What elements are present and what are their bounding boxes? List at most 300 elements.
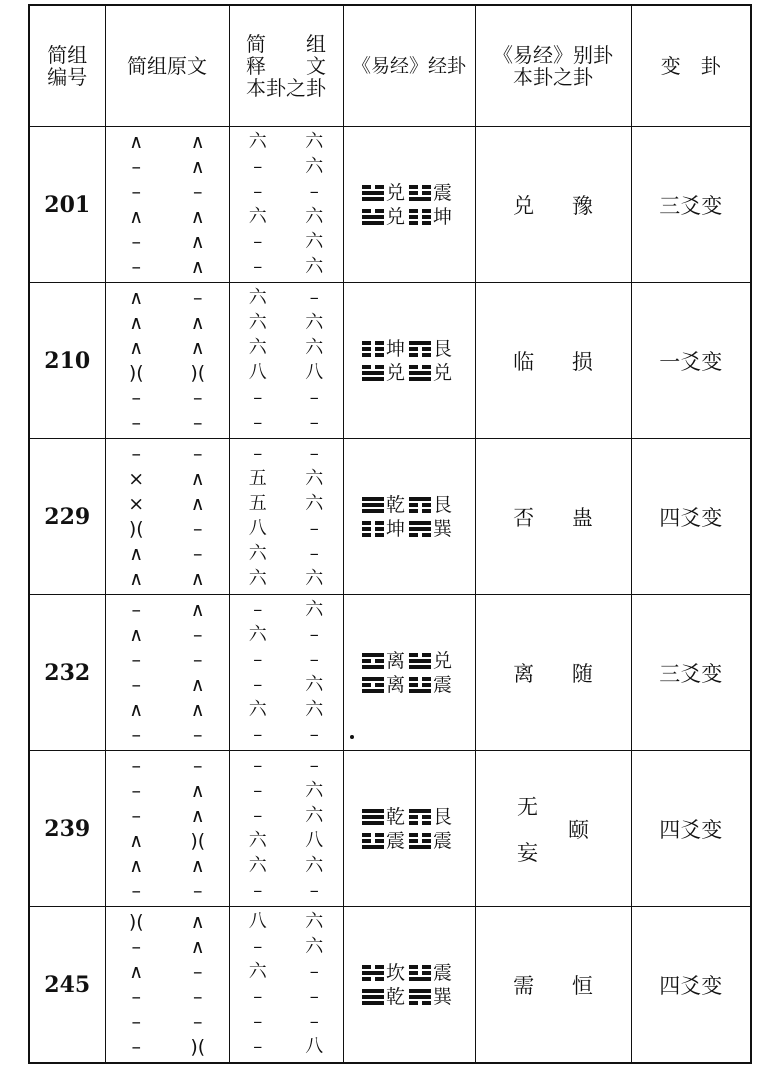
original-stroke: – [131,754,141,777]
trigram-symbol-icon [362,497,384,513]
original-stroke: – [131,935,141,958]
original-stroke: ∧ [129,311,144,334]
broken-line [409,971,431,975]
transcription-right-column [286,912,343,1058]
original-right-column [167,600,229,746]
original-stroke: – [193,518,203,541]
line-segment [362,839,371,843]
hexagram-table [28,4,752,1064]
transcription-glyph: – [309,1011,319,1033]
row-id: 229 [29,439,105,595]
bian-gua-cell: 四爻变 [631,439,751,595]
trigram-row [362,674,456,696]
line-segment [375,365,384,369]
broken-line [362,527,384,531]
transcription-glyph: – [253,804,263,826]
solid-line [409,341,431,345]
line-segment [409,653,418,657]
bie-char: 无 [517,794,538,819]
bie-char: 兑 [513,193,535,218]
line-segment [409,1001,418,1005]
transcription-right-column [286,756,343,902]
trigram-group [344,650,475,696]
transcription-glyph: 六 [248,206,267,228]
original-stroke: ∧ [129,336,144,359]
line-segment [362,365,371,369]
line-segment [409,839,418,843]
solid-line [362,995,384,999]
original-stroke: – [131,804,141,827]
trigram-symbol-icon [362,185,384,201]
trigram-name: 艮 [433,805,453,828]
original-right-column [167,912,229,1058]
bie-char: 临 [513,349,535,374]
trigram-group [344,806,475,852]
trigram-name: 离 [385,649,405,672]
broken-line [409,677,431,681]
trigram-name: 兑 [385,181,405,204]
original-right-column [167,444,229,590]
original-stroke: ∧ [129,960,144,983]
row-id: 210 [29,283,105,439]
solid-line [362,653,384,657]
header-original: 简组原文 [105,5,229,127]
line-segment [422,209,431,213]
transcription-glyph: – [309,880,319,902]
original-stroke: – [131,387,141,410]
bie-char: 离 [513,661,535,686]
original-stroke: – [131,1036,141,1059]
line-segment [409,683,418,687]
broken-line [362,347,384,351]
trigram-name: 乾 [385,985,405,1008]
original-stroke: ∧ [190,336,205,359]
bie-char: 随 [571,661,593,686]
bie-char: 损 [571,349,593,374]
solid-line [409,659,431,663]
transcription-glyph: 六 [305,206,324,228]
transcription-glyph: 八 [248,910,267,932]
trigram-symbol-icon [409,497,431,513]
transcription-glyph: 八 [305,830,324,852]
trigram-symbol-icon [409,989,431,1005]
line-segment [422,1001,431,1005]
original-stroke: – [193,623,203,646]
trigram-row [362,986,456,1008]
line-segment [375,839,384,843]
transcription-glyph: 六 [305,231,324,253]
transcription-glyph: – [309,623,319,645]
trigram-row [362,830,456,852]
line-segment [409,215,418,219]
line-segment [362,185,371,189]
transcription-glyph: – [253,724,263,746]
original-stroke: – [131,180,141,203]
line-segment [422,347,431,351]
trigram-name: 震 [433,673,453,696]
broken-line [409,833,431,837]
transcription-right-column [286,444,343,590]
transcription-glyph: – [253,387,263,409]
line-segment [362,965,371,969]
transcription-cell [229,595,343,751]
line-segment [362,683,371,687]
broken-line [362,659,384,663]
line-segment [422,683,431,687]
line-segment [362,209,371,213]
line-segment [362,521,371,525]
bie-wuwang [517,791,538,867]
trigram-symbol-icon [362,989,384,1005]
original-stroke: )( [128,910,144,933]
line-segment [409,965,418,969]
transcription-glyph: 六 [305,910,324,932]
transcription-columns [230,600,343,746]
line-segment [375,209,384,213]
broken-line [409,185,431,189]
line-segment [409,209,418,213]
trigram-name: 兑 [433,649,453,672]
broken-line [362,839,384,843]
line-segment [422,503,431,507]
solid-line [409,809,431,813]
transcription-glyph: 六 [305,855,324,877]
original-stroke: – [193,180,203,203]
solid-line [409,377,431,381]
transcription-columns [230,444,343,590]
trigram-name: 震 [385,829,405,852]
broken-line [409,821,431,825]
transcription-glyph: – [253,648,263,670]
trigram-symbol-icon [362,521,384,537]
trigram-name: 艮 [433,337,453,360]
line-segment [422,815,431,819]
jing-trigram-cell [343,751,475,907]
transcription-glyph: 六 [305,336,324,358]
bie-char: 颐 [568,817,589,842]
original-stroke: ∧ [190,130,205,153]
line-segment [409,815,418,819]
transcription-glyph: – [253,880,263,902]
line-segment [362,347,371,351]
trigram-symbol-icon [362,365,384,381]
broken-line [409,815,431,819]
transcription-left-column [230,912,287,1058]
broken-line [362,185,384,189]
original-stroke: )( [128,362,144,385]
trigram-name: 震 [433,829,453,852]
original-stroke: ∧ [190,598,205,621]
transcription-glyph: 六 [305,699,324,721]
trigram-group [344,338,475,384]
line-segment [375,683,384,687]
transcription-cell [229,439,343,595]
original-columns [106,600,229,746]
table-row [29,907,751,1064]
trigram-lines [362,650,456,696]
trigram-row [362,362,456,384]
original-stroke: × [128,492,145,515]
transcription-glyph: – [309,986,319,1008]
line-segment [422,215,431,219]
original-stroke: ∧ [190,935,205,958]
original-text-cell [105,595,229,751]
original-stroke: ∧ [190,674,205,697]
original-stroke: – [193,387,203,410]
header-row [29,5,751,127]
solid-line [362,191,384,195]
transcription-left-column [230,600,287,746]
original-right-column [167,756,229,902]
line-segment [362,659,371,663]
line-segment [409,971,418,975]
solid-line [409,497,431,501]
original-stroke: – [193,412,203,435]
solid-line [362,509,384,513]
header-id: 简组 编号 [29,5,105,127]
original-stroke: – [131,442,141,465]
original-stroke: ∧ [129,543,144,566]
transcription-right-column [286,600,343,746]
line-segment [375,533,384,537]
original-stroke: )( [128,518,144,541]
bie-pair [476,346,631,376]
transcription-cell [229,127,343,283]
solid-line [362,221,384,225]
original-stroke: – [131,986,141,1009]
line-segment [422,839,431,843]
jing-trigram-cell [343,127,475,283]
bian-gua-cell: 四爻变 [631,907,751,1064]
line-segment [422,353,431,357]
transcription-glyph: 六 [305,674,324,696]
original-stroke: × [128,467,145,490]
original-left-column [106,600,168,746]
line-segment [409,191,418,195]
broken-line [362,341,384,345]
broken-line [409,191,431,195]
trigram-name: 乾 [385,493,405,516]
line-segment [409,347,418,351]
transcription-glyph: – [309,543,319,565]
header-transcription: 简 组 释 文 本卦之卦 [229,5,343,127]
original-stroke: ∧ [190,699,205,722]
transcription-glyph: – [309,412,319,434]
trigram-name: 兑 [385,205,405,228]
original-columns [106,756,229,902]
broken-line [409,503,431,507]
trigram-symbol-icon [409,653,431,669]
transcription-glyph: 八 [305,1036,324,1058]
line-segment [409,365,418,369]
line-segment [409,533,418,537]
original-text-cell [105,283,229,439]
original-stroke: ∧ [129,130,144,153]
row-id: 232 [29,595,105,751]
transcription-glyph: 六 [305,598,324,620]
line-segment [422,677,431,681]
trigram-name: 乾 [385,805,405,828]
bie-char: 否 [513,505,535,530]
bie-hexagram-cell [475,595,631,751]
transcription-glyph: – [309,180,319,202]
solid-line [409,665,431,669]
trigram-symbol-icon [362,653,384,669]
trigram-symbol-icon [409,185,431,201]
transcription-glyph: 六 [248,336,267,358]
original-stroke: – [193,1011,203,1034]
original-stroke: ∧ [129,830,144,853]
trigram-symbol-icon [409,833,431,849]
line-segment [409,833,418,837]
solid-line [362,689,384,693]
original-right-column [167,132,229,278]
original-stroke: – [131,648,141,671]
broken-line [409,683,431,687]
line-segment [422,191,431,195]
original-left-column [106,912,168,1058]
broken-line [409,353,431,357]
original-columns [106,132,229,278]
trigram-lines [362,182,456,228]
original-stroke: – [131,256,141,279]
trigram-row [362,338,456,360]
original-stroke: ∧ [190,467,205,490]
transcription-glyph: – [253,1036,263,1058]
line-segment [375,185,384,189]
transcription-glyph: – [309,754,319,776]
line-segment [422,971,431,975]
original-stroke: ∧ [190,568,205,591]
original-stroke: ∧ [129,699,144,722]
solid-line [362,989,384,993]
bie-hexagram-cell [475,751,631,907]
line-segment [409,185,418,189]
trigram-name: 巽 [433,985,453,1008]
original-left-column [106,288,168,434]
trigram-row [362,494,456,516]
header-bian-gua: 变 卦 [631,5,751,127]
solid-line [362,371,384,375]
transcription-left-column [230,132,287,278]
line-segment [422,365,431,369]
bian-gua-cell: 三爻变 [631,127,751,283]
line-segment [375,659,384,663]
line-segment [409,509,418,513]
original-stroke: ∧ [129,855,144,878]
bie-hexagram-cell [475,283,631,439]
original-text-cell [105,439,229,595]
trigram-name: 巽 [433,517,453,540]
broken-line [409,509,431,513]
trigram-row [362,182,456,204]
line-segment [362,833,371,837]
trigram-name: 震 [433,961,453,984]
transcription-right-column [286,132,343,278]
transcription-glyph: 八 [248,518,267,540]
transcription-glyph: – [309,286,319,308]
transcription-glyph: 六 [305,130,324,152]
broken-line [362,353,384,357]
original-stroke: ∧ [190,855,205,878]
solid-line [362,497,384,501]
original-text-cell [105,751,229,907]
broken-line [409,221,431,225]
table-row [29,127,751,283]
transcription-glyph: 六 [305,256,324,278]
transcription-right-column [286,288,343,434]
trigram-name: 离 [385,673,405,696]
trigram-symbol-icon [362,209,384,225]
transcription-glyph: 六 [248,543,267,565]
transcription-glyph: – [253,180,263,202]
solid-line [409,689,431,693]
trigram-name: 兑 [385,361,405,384]
original-stroke: ∧ [190,311,205,334]
row-id: 245 [29,907,105,1064]
transcription-glyph: 六 [248,623,267,645]
bie-char: 恒 [571,973,593,998]
jing-trigram-cell [343,283,475,439]
transcription-glyph: – [309,648,319,670]
bie-hexagram-cell [475,907,631,1064]
transcription-glyph: – [309,387,319,409]
trigram-name: 坎 [385,961,405,984]
transcription-glyph: – [253,231,263,253]
line-segment [362,977,371,981]
transcription-glyph: – [253,754,263,776]
bian-gua-cell: 一爻变 [631,283,751,439]
original-text-cell [105,127,229,283]
transcription-glyph: – [253,256,263,278]
transcription-glyph: 六 [248,286,267,308]
original-columns [106,444,229,590]
transcription-glyph: 六 [248,830,267,852]
trigram-name: 坤 [385,337,405,360]
original-stroke: ∧ [190,256,205,279]
original-stroke: – [193,960,203,983]
jing-trigram-cell [343,595,475,751]
trigram-name: 艮 [433,493,453,516]
transcription-glyph: 六 [305,779,324,801]
transcription-glyph: 五 [248,467,267,489]
solid-line [362,845,384,849]
transcription-cell [229,283,343,439]
original-stroke: – [193,543,203,566]
row-id: 201 [29,127,105,283]
solid-line [362,815,384,819]
line-segment [409,677,418,681]
original-stroke: ∧ [190,206,205,229]
original-stroke: ∧ [129,568,144,591]
original-left-column [106,756,168,902]
transcription-glyph: 六 [305,804,324,826]
transcription-glyph: 六 [248,855,267,877]
solid-line [362,377,384,381]
original-stroke: – [193,286,203,309]
original-columns [106,912,229,1058]
solid-line [409,995,431,999]
line-segment [422,509,431,513]
broken-line [409,653,431,657]
trigram-symbol-icon [409,677,431,693]
bie-pair [476,502,631,532]
original-stroke: – [131,674,141,697]
trigram-group [344,182,475,228]
trigram-symbol-icon [409,365,431,381]
transcription-left-column [230,288,287,434]
solid-line [409,845,431,849]
